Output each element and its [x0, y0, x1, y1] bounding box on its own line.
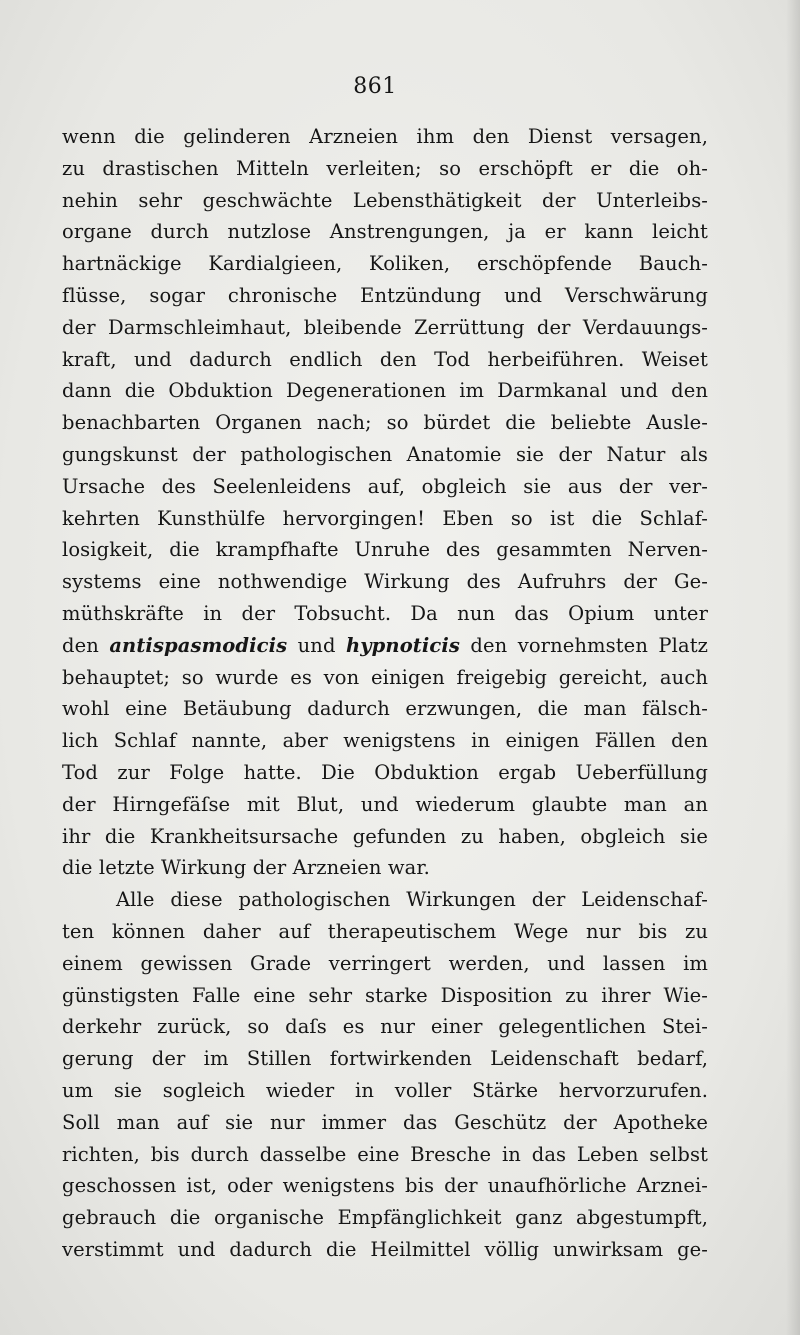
text-line: nehin sehr geschwächte Lebensthätigkeit der Unterleibs- [62, 188, 708, 212]
text-line: systems eine nothwendige Wirkung des Aufruhrs der Ge- [62, 570, 708, 594]
text-line: behauptet; so wurde es von einigen freigebig gereicht, auch [62, 665, 708, 689]
text-line: Soll man auf sie nur immer das Geschütz der Apotheke [62, 1110, 708, 1134]
text-line-with-italics [62, 630, 708, 662]
text-line: der Darmschleimhaut, bleibende Zerrüttung der Verdauungs- [62, 315, 708, 339]
paragraph-end-line: die letzte Wirkung der Arzneien war. [62, 856, 430, 880]
text-line: müthskräfte in der Tobsucht. Da nun das Opium unter [62, 601, 708, 625]
italic-term: antispasmodicis [109, 633, 288, 657]
text-line: derkehr zurück, so daſs es nur einer gelegentlichen Stei- [62, 1015, 708, 1039]
page-number: 861 [353, 74, 397, 99]
text-run: und [287, 633, 346, 657]
text-line: kehrten Kunsthülfe hervorgingen! Eben so ist die Schlaf- [62, 506, 708, 530]
text-line: richten, bis durch dasselbe eine Bresche in das Leben selbst [62, 1142, 708, 1166]
text-line: Tod zur Folge hatte. Die Obduktion ergab Ueberfüllung [62, 760, 708, 784]
text-line: gerung der im Stillen fortwirkenden Leidenschaft bedarf, [62, 1047, 708, 1071]
text-line: wohl eine Betäubung dadurch erzwungen, die man fälsch- [62, 697, 708, 721]
text-line: losigkeit, die krampfhafte Unruhe des gesammten Nerven- [62, 538, 708, 562]
text-line: ihr die Krankheitsursache gefunden zu haben, obgleich sie [62, 824, 708, 848]
text-line: geschossen ist, oder wenigstens bis der unaufhörliche Arznei- [62, 1174, 708, 1198]
paragraph-start-line: Alle diese pathologischen Wirkungen der Leidenschaf- [116, 888, 708, 912]
text-line: flüsse, sogar chronische Entzündung und Verschwärung [62, 283, 708, 307]
italic-term: hypnoticis [345, 633, 460, 657]
text-line: benachbarten Organen nach; so bürdet die beliebte Ausle- [62, 411, 708, 435]
text-line: der Hirngefäſse mit Blut, und wiederum glaubte man an [62, 792, 708, 816]
text-line: Ursache des Seelenleidens auf, obgleich sie aus der ver- [62, 474, 708, 498]
page-edge-shadow [786, 0, 800, 1335]
text-line: verstimmt und dadurch die Heilmittel völlig unwirksam ge- [62, 1237, 708, 1261]
text-line: lich Schlaf nannte, aber wenigstens in einigen Fällen den [62, 729, 708, 753]
text-line: kraft, und dadurch endlich den Tod herbeiführen. Weiset [62, 347, 708, 371]
text-line: gungskunst der pathologischen Anatomie sie der Natur als [62, 442, 708, 466]
text-line: organe durch nutzlose Anstrengungen, ja er kann leicht [62, 220, 708, 244]
text-line: günstigsten Falle eine sehr starke Disposition zu ihrer Wie- [62, 983, 708, 1007]
body-text [62, 121, 708, 1266]
text-run: den vornehmsten Platz [459, 633, 708, 657]
text-line: um sie sogleich wieder in voller Stärke hervorzurufen. [62, 1078, 708, 1102]
text-line: zu drastischen Mitteln verleiten; so erschöpft er die oh- [62, 156, 708, 180]
text-line: ten können daher auf therapeutischem Wege nur bis zu [62, 919, 708, 943]
text-line: gebrauch die organische Empfänglichkeit ganz abgestumpft, [62, 1206, 708, 1230]
text-line: wenn die gelinderen Arzneien ihm den Dienst versagen, [62, 125, 708, 148]
text-line: einem gewissen Grade verringert werden, und lassen im [62, 951, 708, 975]
text-line: hartnäckige Kardialgieen, Koliken, erschöpfende Bauch- [62, 252, 708, 276]
text-run: den [62, 633, 110, 657]
text-line: dann die Obduktion Degenerationen im Darmkanal und den [62, 379, 708, 403]
